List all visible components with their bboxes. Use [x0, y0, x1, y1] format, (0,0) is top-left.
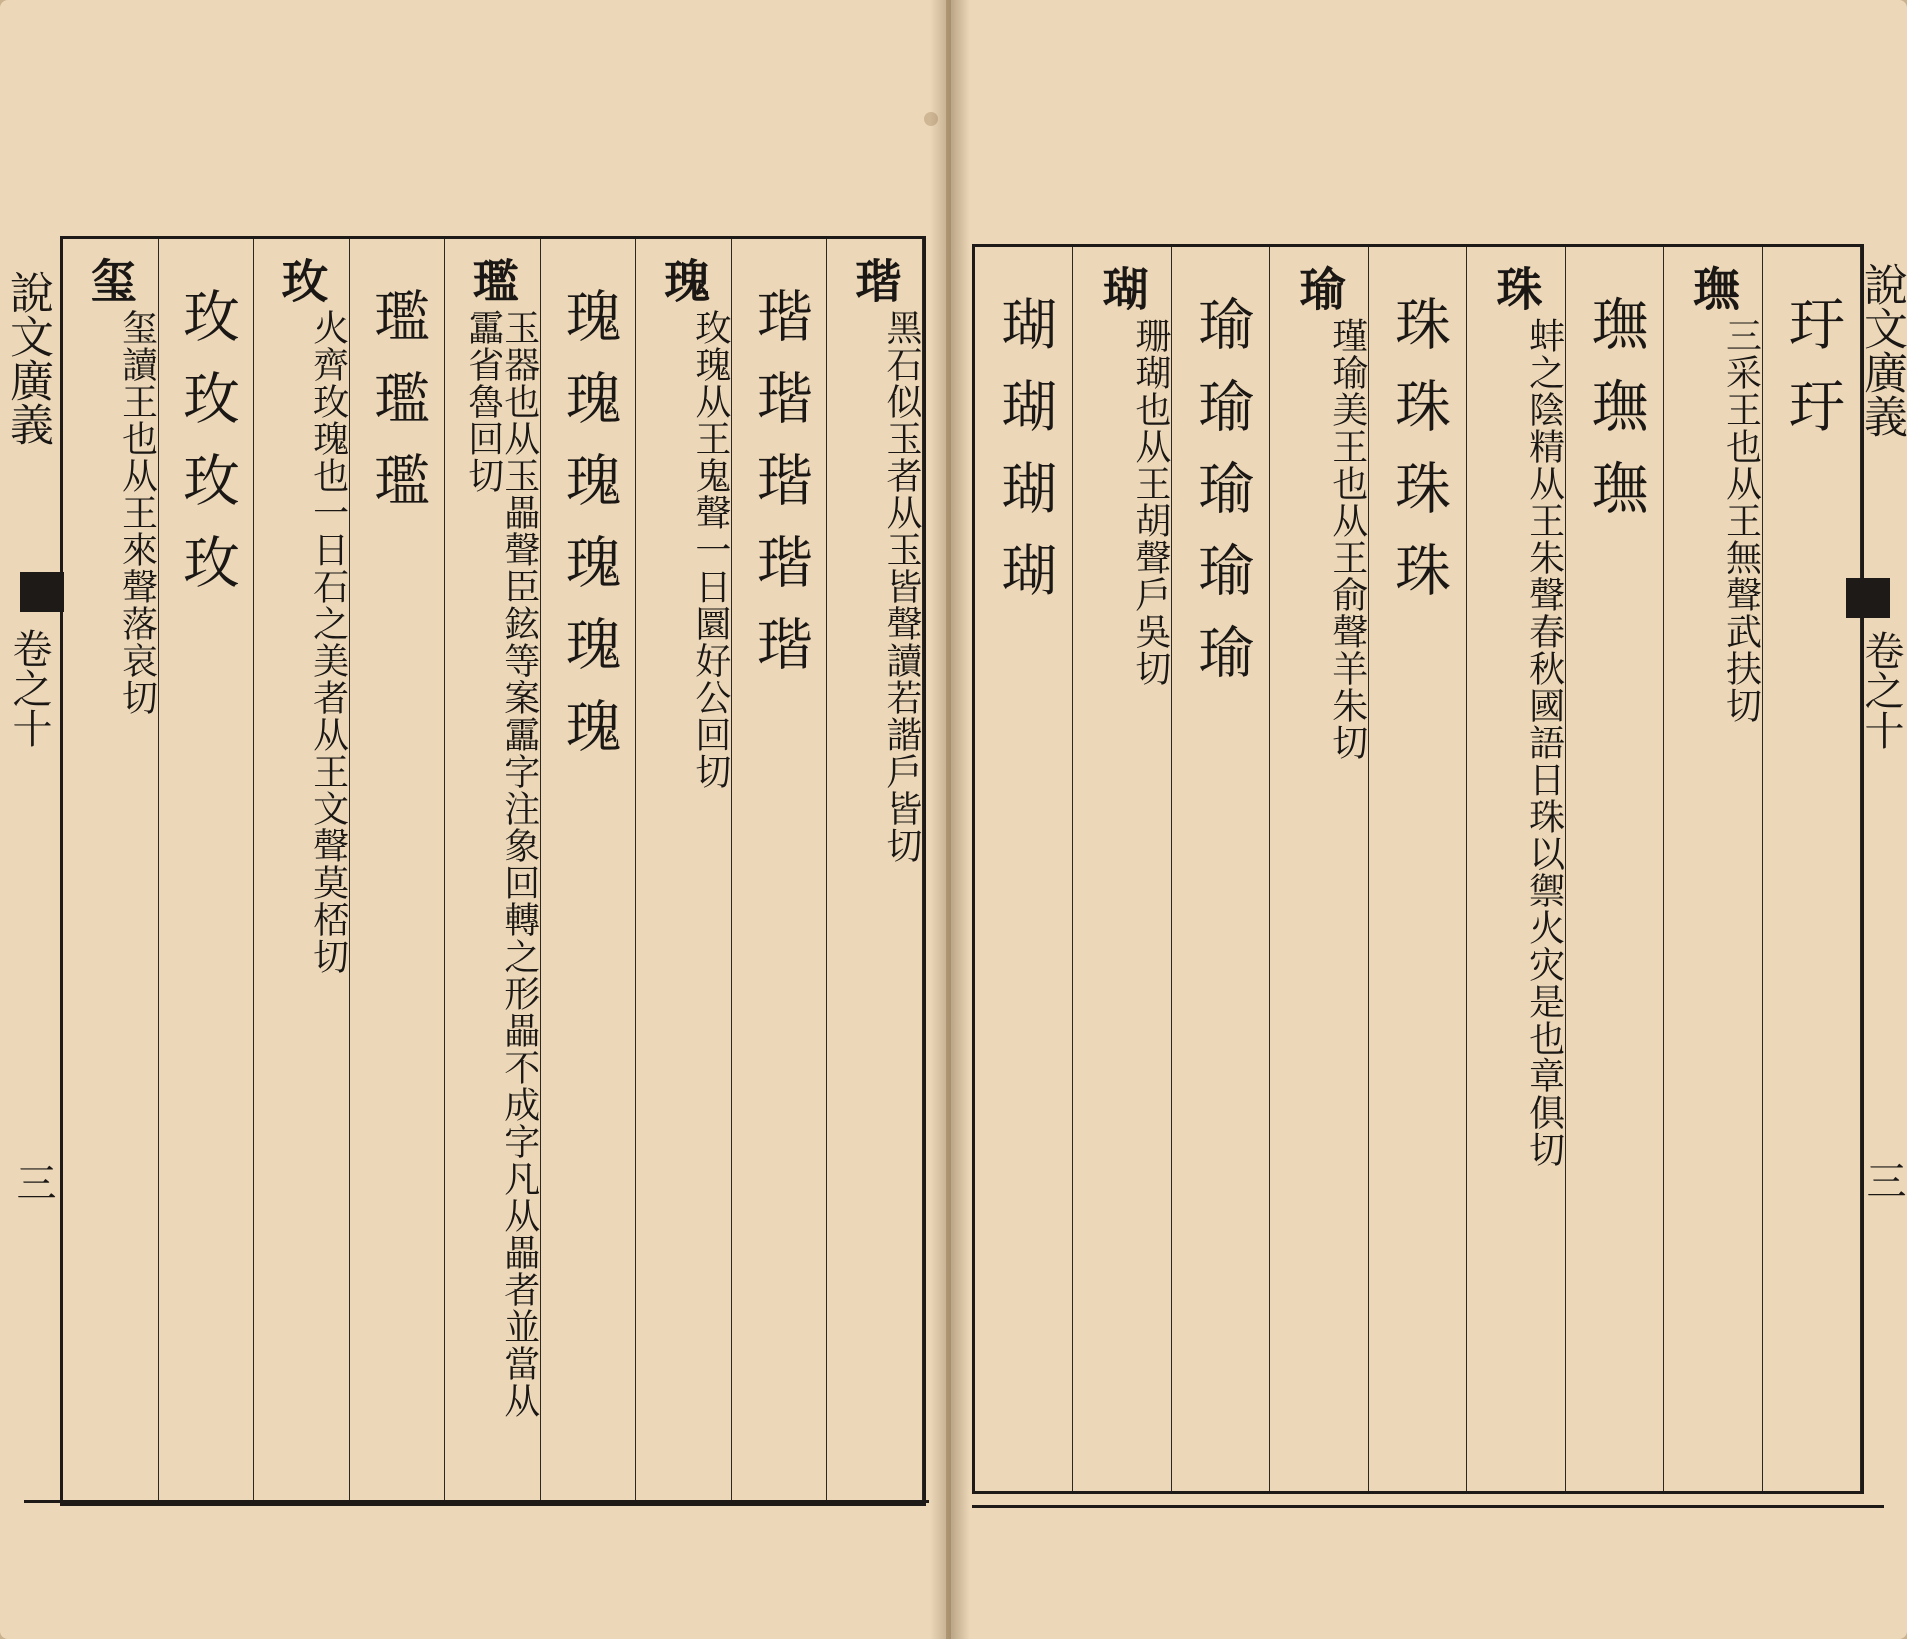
book-gutter [930, 0, 970, 1639]
seal-script-forms: 瑰瑰瑰瑰瑰瑰 [556, 287, 622, 779]
seal-script-forms: 瑚瑚瑚瑚 [992, 295, 1058, 623]
right-text-frame [972, 244, 1864, 1494]
seal-script-forms: 璑璑璑 [1582, 295, 1648, 541]
seal-form-column [159, 239, 255, 1503]
entry-annotation: 蚌之陰精从王朱聲春秋國語日珠以禦火灾是也章俱切 [1523, 317, 1565, 1168]
entry-head-character: 瑰 [657, 257, 712, 303]
entry-annotation: 玉器也从玉畾聲臣鉉等案靁字注象回轉之形畾不成字凡从畾者並當从靁省魯回切 [462, 309, 540, 1419]
seal-script-forms: 瑎瑎瑎瑎瑎 [747, 287, 813, 697]
entry-column [1270, 247, 1368, 1491]
entry-column [63, 239, 159, 1503]
entry-annotation: 三采王也从王無聲武扶切 [1720, 317, 1762, 724]
entry-column [827, 239, 923, 1503]
left-text-frame [60, 236, 926, 1506]
seal-form-column [1566, 247, 1664, 1491]
seal-form-column [975, 247, 1073, 1491]
seal-script-forms: 璼璼璼 [365, 287, 431, 533]
entry-head-character: 珠 [1489, 265, 1544, 311]
entry-annotation: 珊瑚也从王胡聲戶吳切 [1129, 317, 1171, 687]
right-margin-folio: 三 [1860, 1160, 1906, 1200]
seal-form-column [732, 239, 828, 1503]
right-margin-chapter: 卷之十 [1858, 630, 1904, 750]
entry-annotation: 玫瑰从王鬼聲一日圜好公回切 [689, 309, 731, 790]
entry-column [1467, 247, 1565, 1491]
entry-head-character: 瑚 [1095, 265, 1150, 311]
right-fishtail-mark [1846, 578, 1890, 618]
seal-script-forms: 玗玗 [1779, 295, 1845, 459]
entry-head-character: 玫 [274, 257, 329, 303]
entry-column [1664, 247, 1762, 1491]
entry-head-character: 瑜 [1292, 265, 1347, 311]
seal-form-column [541, 239, 637, 1503]
entry-head-character: 璼 [465, 257, 520, 303]
entry-head-character: 瑎 [848, 257, 903, 303]
paper-stain [924, 112, 938, 126]
entry-head-character: 璑 [1686, 265, 1741, 311]
entry-annotation: 玺讀王也从王來聲落哀切 [116, 309, 158, 716]
entry-column [636, 239, 732, 1503]
seal-form-column [1763, 247, 1861, 1491]
entry-annotation: 黑石似玉者从玉皆聲讀若諧戶皆切 [880, 309, 922, 864]
right-margin-title: 說文廣義 [1856, 262, 1907, 438]
entry-column [445, 239, 541, 1503]
entry-head-character: 玺 [83, 257, 138, 303]
entry-annotation: 火齊玫瑰也一日石之美者从王文聲莫桮切 [307, 309, 349, 975]
entry-annotation: 瑾瑜美王也从王俞聲羊朱切 [1326, 317, 1368, 761]
entry-column [1073, 247, 1171, 1491]
seal-script-forms: 瑜瑜瑜瑜瑜 [1189, 295, 1255, 705]
right-bottom-rule [972, 1505, 1884, 1508]
entry-column [254, 239, 350, 1503]
seal-form-column [350, 239, 446, 1503]
seal-script-forms: 玫玫玫玫 [174, 287, 240, 615]
seal-form-column [1369, 247, 1467, 1491]
left-margin-chapter: 卷之十 [6, 628, 52, 748]
seal-form-column [1172, 247, 1270, 1491]
left-fishtail-mark [20, 572, 64, 612]
left-margin-folio: 三 [10, 1162, 56, 1202]
left-bottom-rule [24, 1500, 929, 1503]
seal-script-forms: 珠珠珠珠 [1385, 295, 1451, 623]
left-margin-title: 說文廣義 [2, 270, 53, 446]
